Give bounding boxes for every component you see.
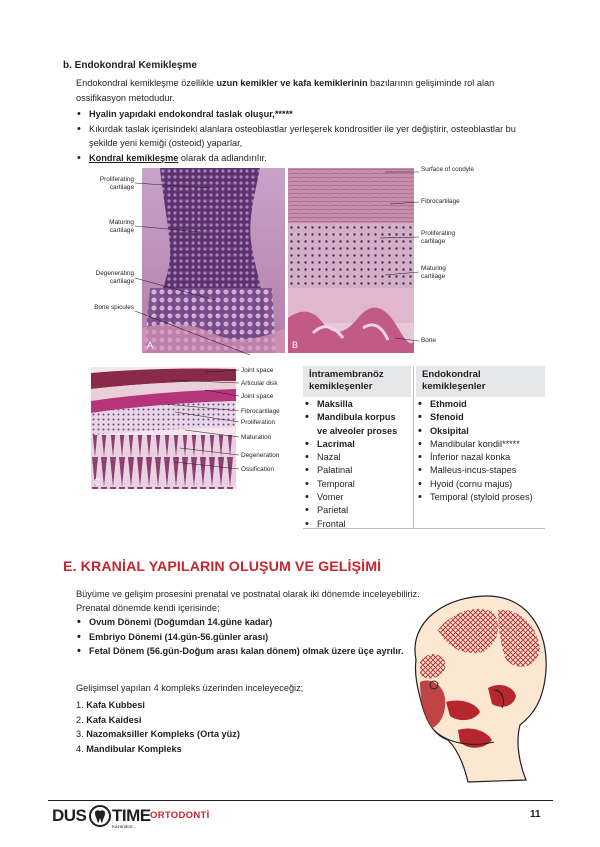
table-row: • Nazal bbox=[304, 451, 404, 464]
intro-text-1: Endokondral kemikleşme özellikle bbox=[76, 78, 217, 88]
list-item: • Hyalin yapıdaki endokondral taslak oluşur,***** bbox=[76, 107, 546, 122]
logo-dus-text: DUS bbox=[52, 806, 87, 825]
table-row: • Hyoid (cornu majus) bbox=[417, 478, 537, 491]
table-column-endochondral bbox=[417, 398, 537, 504]
page-number: 11 bbox=[530, 809, 541, 820]
footer-rule bbox=[48, 800, 553, 801]
section-e-para-2: Prenatal dönemde kendi içerisinde; bbox=[76, 603, 220, 613]
figure-c-label-ossification: Ossification bbox=[241, 466, 275, 473]
figure-c-label-articular-disk: Articular disk bbox=[241, 380, 278, 387]
table-row: • Ethmoid bbox=[417, 398, 537, 411]
table-row: • Oksipital bbox=[417, 425, 537, 438]
list-item: 3. Nazomaksiller Kompleks (Orta yüz) bbox=[76, 729, 240, 739]
figure-b-label-surface: Surface of condyle bbox=[421, 166, 474, 173]
table-row: • Malleus-incus-stapes bbox=[417, 464, 537, 477]
skull-drawing bbox=[398, 590, 550, 785]
complex-list bbox=[76, 698, 240, 756]
table-row: • Mandibula korpus ve alveoler proses bbox=[304, 411, 404, 438]
table-row: • Palatinal bbox=[304, 464, 404, 477]
section-e-para-3: Gelişimsel yapıları 4 kompleks üzerinden inceleyeceğiz; bbox=[76, 683, 304, 693]
section-e-para-1: Büyüme ve gelişim prosesini prenatal ve postnatal olarak iki dönemde inceleyebiliriz. bbox=[76, 589, 420, 599]
figure-a-letter: A bbox=[147, 340, 154, 350]
figure-c-label-joint-space-2: Joint space bbox=[241, 393, 274, 400]
table-row: • Temporal (styloid proses) bbox=[417, 491, 537, 504]
table-column-divider bbox=[413, 366, 414, 529]
figure-c-label-degeneration: Degeneration bbox=[241, 452, 280, 459]
figure-c-letter: C bbox=[94, 477, 101, 487]
table-column-intramembranous bbox=[304, 398, 404, 531]
figure-a-label-proliferating: Proliferating cartilage bbox=[99, 176, 134, 191]
list-item: • Fetal Dönem (56.gün-Doğum arası kalan dönem) olmak üzere üçe ayrılır. bbox=[76, 644, 420, 659]
intro-text-2: bazılarının gelişiminde rol alan ossifikasyon metodudur. bbox=[76, 78, 495, 103]
figure-a-label-degenerating: Degenerating cartilage bbox=[95, 270, 134, 285]
figure-a-label-bone-spicules: Bone spicules bbox=[94, 304, 134, 311]
figure-c-label-joint-space-1: Joint space bbox=[241, 367, 274, 374]
table-row: • Mandibular kondil***** bbox=[417, 438, 537, 451]
figure-b-label-proliferating: Proliferating cartilage bbox=[421, 230, 456, 245]
table-row: • Maksilla bbox=[304, 398, 404, 411]
list-item: 4. Mandibular Kompleks bbox=[76, 743, 182, 754]
list-item: 2. Kafa Kaidesi bbox=[76, 714, 142, 725]
footer-subject: ORTODONTİ bbox=[150, 810, 210, 821]
figure-c-label-proliferation: Proliferation bbox=[241, 419, 276, 426]
logo-time-text: TIME bbox=[112, 806, 151, 825]
figure-b-label-maturing: Maturing cartilage bbox=[421, 265, 446, 280]
fetal-skull-illustration bbox=[398, 590, 550, 785]
figure-c-label-maturation: Maturation bbox=[241, 434, 272, 441]
list-item: • Ovum Dönemi (Doğumdan 14.güne kadar) bbox=[76, 615, 420, 630]
table-row: • Parietal bbox=[304, 504, 404, 517]
list-item: • Embriyo Dönemi (14.gün-56.günler arası) bbox=[76, 630, 420, 645]
figure-b-label-fibrocartilage: Fibrocartilage bbox=[421, 198, 460, 205]
table-header-endochondral: Endokondral kemikleşenler bbox=[416, 366, 545, 397]
table-header-intramembranous: İntramembranöz kemikleşenler bbox=[303, 366, 411, 397]
figure-c-label-fibrocartilage: Fibrocartilage bbox=[241, 408, 280, 415]
table-row: • Vomer bbox=[304, 491, 404, 504]
table-row: • İnferior nazal konka bbox=[417, 451, 537, 464]
prenatal-period-list bbox=[76, 615, 420, 659]
list-item: 1. Kafa Kubbesi bbox=[76, 700, 145, 710]
table-row: • Temporal bbox=[304, 478, 404, 491]
table-row: • Sfenoid bbox=[417, 411, 537, 424]
figure-a-label-maturing: Maturing cartilage bbox=[109, 219, 134, 234]
logo-tagline: Kazandırır... bbox=[112, 824, 137, 829]
list-item: • Kıkırdak taslak içerisindeki alanlara osteoblastlar yerleşerek kondrositler ile yer değiştirir, osteoblastlar bu şekilde yeni kemiği (osteoid) yaparlar, bbox=[76, 122, 546, 151]
table-row: • Frontal bbox=[304, 518, 404, 531]
table-row: • Lacrimal bbox=[304, 438, 404, 451]
figure-b-letter: B bbox=[292, 340, 299, 350]
tooth-clock-icon bbox=[89, 805, 111, 827]
list-item: • Kondral kemikleşme olarak da adlandırılır. bbox=[76, 151, 546, 166]
figure-b-label-bone: Bone bbox=[421, 337, 436, 344]
section-e-heading: E. KRANİAL YAPILARIN OLUŞUM VE GELİŞİMİ bbox=[63, 559, 382, 575]
ossification-table bbox=[303, 366, 545, 529]
section-b-heading: b. Endokondral Kemikleşme bbox=[63, 60, 197, 71]
intro-bold: uzun kemikler ve kafa kemiklerinin bbox=[216, 78, 368, 88]
